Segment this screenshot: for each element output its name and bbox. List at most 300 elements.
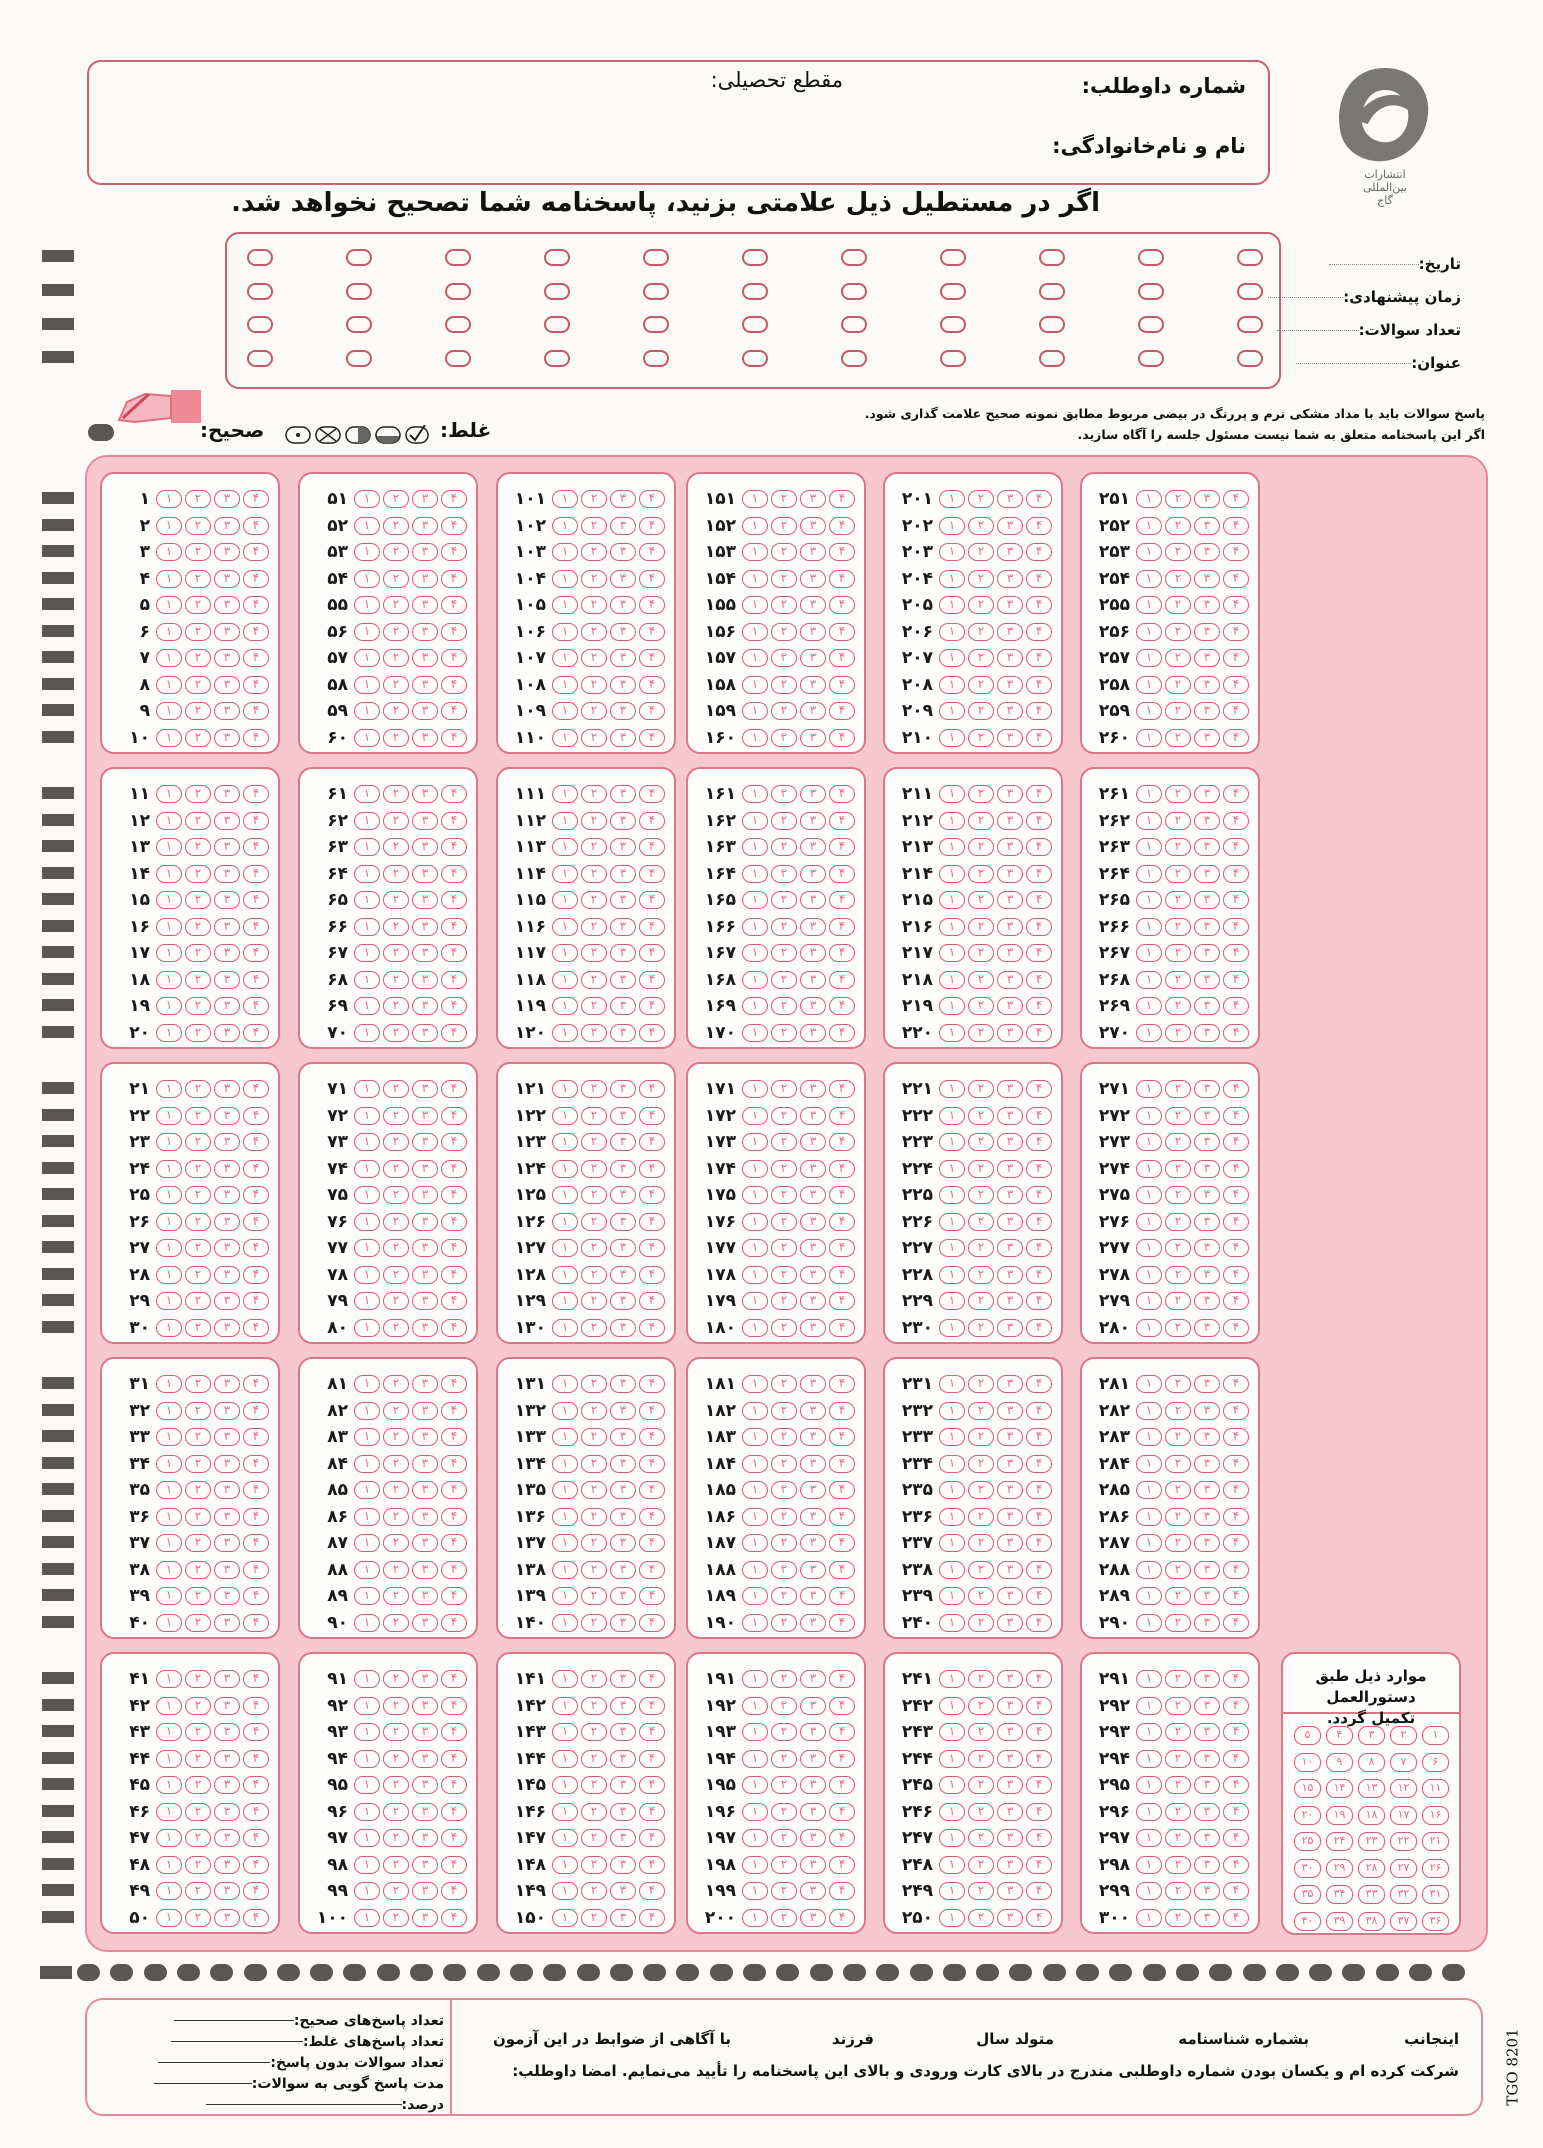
answer-bubble[interactable]: ۳ — [997, 1697, 1023, 1715]
answer-bubble[interactable]: ۳ — [214, 1319, 240, 1337]
answer-bubble[interactable]: ۲ — [771, 729, 797, 747]
answer-bubble[interactable]: ۲ — [1165, 812, 1191, 830]
answer-bubble[interactable]: ۱ — [939, 838, 965, 856]
answer-bubble[interactable]: ۳ — [800, 1803, 826, 1821]
answer-bubble[interactable]: ۳ — [1194, 1856, 1220, 1874]
answer-bubble[interactable]: ۴ — [639, 1561, 665, 1579]
answer-bubble[interactable]: ۳ — [997, 729, 1023, 747]
answer-bubble[interactable]: ۳ — [997, 1882, 1023, 1900]
answer-bubble[interactable]: ۳ — [412, 1776, 438, 1794]
answer-bubble[interactable]: ۱ — [1136, 1882, 1162, 1900]
answer-bubble[interactable]: ۲ — [968, 1455, 994, 1473]
answer-bubble[interactable]: ۳ — [214, 971, 240, 989]
answer-bubble[interactable]: ۳ — [1194, 971, 1220, 989]
instruction-bubble[interactable]: ۲۵ — [1294, 1832, 1321, 1851]
answer-bubble[interactable]: ۱ — [552, 1107, 578, 1125]
reserved-bubble[interactable] — [1039, 350, 1065, 367]
answer-bubble[interactable]: ۴ — [243, 1856, 269, 1874]
answer-bubble[interactable]: ۱ — [939, 1375, 965, 1393]
answer-bubble[interactable]: ۱ — [939, 570, 965, 588]
answer-bubble[interactable]: ۲ — [968, 1776, 994, 1794]
answer-bubble[interactable]: ۳ — [412, 1856, 438, 1874]
answer-bubble[interactable]: ۲ — [581, 1670, 607, 1688]
answer-bubble[interactable]: ۲ — [968, 1803, 994, 1821]
answer-bubble[interactable]: ۳ — [800, 1266, 826, 1284]
answer-bubble[interactable]: ۱ — [742, 1697, 768, 1715]
reserved-bubble[interactable] — [1138, 350, 1164, 367]
answer-bubble[interactable]: ۴ — [1223, 1213, 1249, 1231]
answer-bubble[interactable]: ۳ — [214, 1481, 240, 1499]
answer-bubble[interactable]: ۲ — [1165, 1670, 1191, 1688]
answer-bubble[interactable]: ۱ — [1136, 1723, 1162, 1741]
answer-bubble[interactable]: ۳ — [997, 1266, 1023, 1284]
answer-bubble[interactable]: ۴ — [243, 1697, 269, 1715]
instruction-bubble[interactable]: ۱۶ — [1422, 1806, 1449, 1825]
date-field[interactable] — [1329, 264, 1419, 265]
answer-bubble[interactable]: ۳ — [412, 1375, 438, 1393]
answer-bubble[interactable]: ۴ — [829, 812, 855, 830]
answer-bubble[interactable]: ۱ — [742, 1402, 768, 1420]
answer-bubble[interactable]: ۲ — [581, 1508, 607, 1526]
answer-bubble[interactable]: ۲ — [1165, 1587, 1191, 1605]
answer-bubble[interactable]: ۲ — [383, 1803, 409, 1821]
answer-bubble[interactable]: ۲ — [581, 891, 607, 909]
answer-bubble[interactable]: ۲ — [968, 1481, 994, 1499]
answer-bubble[interactable]: ۲ — [771, 1508, 797, 1526]
answer-bubble[interactable]: ۲ — [771, 1803, 797, 1821]
answer-bubble[interactable]: ۳ — [1194, 729, 1220, 747]
answer-bubble[interactable]: ۴ — [639, 623, 665, 641]
answer-bubble[interactable]: ۳ — [997, 918, 1023, 936]
answer-bubble[interactable]: ۳ — [800, 543, 826, 561]
answer-bubble[interactable]: ۲ — [968, 1402, 994, 1420]
answer-bubble[interactable]: ۴ — [1223, 1829, 1249, 1847]
answer-bubble[interactable]: ۴ — [829, 676, 855, 694]
answer-bubble[interactable]: ۱ — [1136, 1239, 1162, 1257]
answer-bubble[interactable]: ۴ — [1223, 1266, 1249, 1284]
answer-bubble[interactable]: ۳ — [1194, 785, 1220, 803]
answer-bubble[interactable]: ۱ — [742, 1428, 768, 1446]
answer-bubble[interactable]: ۱ — [156, 1882, 182, 1900]
answer-bubble[interactable]: ۲ — [771, 1160, 797, 1178]
answer-bubble[interactable]: ۲ — [185, 812, 211, 830]
answer-bubble[interactable]: ۳ — [214, 1723, 240, 1741]
answer-bubble[interactable]: ۳ — [610, 1750, 636, 1768]
answer-bubble[interactable]: ۳ — [997, 623, 1023, 641]
answer-bubble[interactable]: ۴ — [1223, 623, 1249, 641]
answer-bubble[interactable]: ۱ — [156, 1239, 182, 1257]
answer-bubble[interactable]: ۲ — [383, 1239, 409, 1257]
answer-bubble[interactable]: ۴ — [639, 1319, 665, 1337]
instruction-bubble[interactable]: ۱۹ — [1326, 1806, 1353, 1825]
answer-bubble[interactable]: ۳ — [1194, 1292, 1220, 1310]
answer-bubble[interactable]: ۴ — [243, 1428, 269, 1446]
answer-bubble[interactable]: ۳ — [1194, 1024, 1220, 1042]
answer-bubble[interactable]: ۳ — [800, 1909, 826, 1927]
answer-bubble[interactable]: ۱ — [156, 891, 182, 909]
answer-bubble[interactable]: ۴ — [639, 997, 665, 1015]
answer-bubble[interactable]: ۴ — [639, 918, 665, 936]
answer-bubble[interactable]: ۱ — [742, 1587, 768, 1605]
answer-bubble[interactable]: ۳ — [1194, 543, 1220, 561]
answer-bubble[interactable]: ۱ — [1136, 1080, 1162, 1098]
answer-bubble[interactable]: ۳ — [800, 997, 826, 1015]
instruction-bubble[interactable]: ۳۱ — [1422, 1885, 1449, 1904]
answer-bubble[interactable]: ۱ — [156, 729, 182, 747]
answer-bubble[interactable]: ۲ — [771, 1239, 797, 1257]
answer-bubble[interactable]: ۳ — [610, 971, 636, 989]
answer-bubble[interactable]: ۴ — [1223, 1402, 1249, 1420]
answer-bubble[interactable]: ۲ — [1165, 1292, 1191, 1310]
answer-bubble[interactable]: ۴ — [829, 1080, 855, 1098]
answer-bubble[interactable]: ۱ — [156, 1723, 182, 1741]
answer-bubble[interactable]: ۴ — [441, 1776, 467, 1794]
answer-bubble[interactable]: ۲ — [771, 1319, 797, 1337]
answer-bubble[interactable]: ۱ — [742, 570, 768, 588]
answer-bubble[interactable]: ۳ — [214, 570, 240, 588]
answer-bubble[interactable]: ۴ — [243, 596, 269, 614]
answer-bubble[interactable]: ۳ — [214, 1534, 240, 1552]
answer-bubble[interactable]: ۱ — [354, 812, 380, 830]
reserved-bubble[interactable] — [643, 283, 669, 300]
answer-bubble[interactable]: ۳ — [214, 1080, 240, 1098]
answer-bubble[interactable]: ۴ — [1026, 1186, 1052, 1204]
answer-bubble[interactable]: ۴ — [243, 1213, 269, 1231]
answer-bubble[interactable]: ۲ — [1165, 1829, 1191, 1847]
answer-bubble[interactable]: ۱ — [1136, 865, 1162, 883]
answer-bubble[interactable]: ۲ — [1165, 1723, 1191, 1741]
answer-bubble[interactable]: ۱ — [552, 490, 578, 508]
answer-bubble[interactable]: ۲ — [581, 702, 607, 720]
reserved-bubble[interactable] — [544, 350, 570, 367]
answer-bubble[interactable]: ۱ — [742, 944, 768, 962]
answer-bubble[interactable]: ۴ — [829, 1909, 855, 1927]
answer-bubble[interactable]: ۲ — [581, 1909, 607, 1927]
answer-bubble[interactable]: ۴ — [1026, 1561, 1052, 1579]
reserved-bubble[interactable] — [742, 249, 768, 266]
score-wrong-field[interactable] — [171, 2041, 303, 2042]
answer-bubble[interactable]: ۲ — [968, 1882, 994, 1900]
suggested-time-field[interactable] — [1268, 297, 1343, 298]
answer-bubble[interactable]: ۳ — [800, 676, 826, 694]
answer-bubble[interactable]: ۳ — [1194, 1508, 1220, 1526]
answer-bubble[interactable]: ۴ — [829, 971, 855, 989]
reserved-bubble[interactable] — [643, 316, 669, 333]
answer-bubble[interactable]: ۳ — [610, 1882, 636, 1900]
answer-bubble[interactable]: ۱ — [742, 1882, 768, 1900]
answer-bubble[interactable]: ۱ — [552, 785, 578, 803]
answer-bubble[interactable]: ۱ — [156, 1534, 182, 1552]
answer-bubble[interactable]: ۴ — [1026, 1909, 1052, 1927]
answer-bubble[interactable]: ۲ — [771, 570, 797, 588]
answer-bubble[interactable]: ۴ — [829, 1856, 855, 1874]
reserved-bubble[interactable] — [1039, 249, 1065, 266]
answer-bubble[interactable]: ۳ — [610, 1024, 636, 1042]
answer-bubble[interactable]: ۴ — [1026, 971, 1052, 989]
answer-bubble[interactable]: ۳ — [997, 1160, 1023, 1178]
answer-bubble[interactable]: ۱ — [156, 623, 182, 641]
answer-bubble[interactable]: ۴ — [1223, 918, 1249, 936]
answer-bubble[interactable]: ۴ — [441, 1160, 467, 1178]
answer-bubble[interactable]: ۲ — [968, 1750, 994, 1768]
answer-bubble[interactable]: ۳ — [800, 1670, 826, 1688]
answer-bubble[interactable]: ۲ — [383, 1080, 409, 1098]
answer-bubble[interactable]: ۲ — [771, 1133, 797, 1151]
instruction-bubble[interactable]: ۱۰ — [1294, 1753, 1321, 1772]
answer-bubble[interactable]: ۴ — [1026, 1856, 1052, 1874]
answer-bubble[interactable]: ۲ — [1165, 971, 1191, 989]
score-percent-field[interactable] — [206, 2104, 402, 2105]
answer-bubble[interactable]: ۴ — [441, 1670, 467, 1688]
answer-bubble[interactable]: ۳ — [1194, 1428, 1220, 1446]
answer-bubble[interactable]: ۳ — [997, 649, 1023, 667]
answer-bubble[interactable]: ۲ — [968, 1213, 994, 1231]
answer-bubble[interactable]: ۳ — [997, 1776, 1023, 1794]
answer-bubble[interactable]: ۲ — [1165, 1697, 1191, 1715]
answer-bubble[interactable]: ۲ — [185, 1750, 211, 1768]
answer-bubble[interactable]: ۳ — [214, 1508, 240, 1526]
answer-bubble[interactable]: ۱ — [939, 1402, 965, 1420]
answer-bubble[interactable]: ۴ — [441, 1909, 467, 1927]
answer-bubble[interactable]: ۲ — [383, 1508, 409, 1526]
answer-bubble[interactable]: ۴ — [441, 1133, 467, 1151]
answer-bubble[interactable]: ۱ — [939, 1319, 965, 1337]
answer-bubble[interactable]: ۱ — [742, 1024, 768, 1042]
answer-bubble[interactable]: ۲ — [185, 1428, 211, 1446]
answer-bubble[interactable]: ۳ — [1194, 891, 1220, 909]
answer-bubble[interactable]: ۲ — [968, 997, 994, 1015]
answer-bubble[interactable]: ۴ — [243, 1750, 269, 1768]
answer-bubble[interactable]: ۱ — [939, 1080, 965, 1098]
answer-bubble[interactable]: ۲ — [581, 1455, 607, 1473]
answer-bubble[interactable]: ۳ — [412, 891, 438, 909]
answer-bubble[interactable]: ۱ — [1136, 1829, 1162, 1847]
answer-bubble[interactable]: ۳ — [997, 1402, 1023, 1420]
instruction-bubble[interactable]: ۲۳ — [1358, 1832, 1385, 1851]
answer-bubble[interactable]: ۴ — [441, 1292, 467, 1310]
answer-bubble[interactable]: ۴ — [441, 971, 467, 989]
answer-bubble[interactable]: ۴ — [243, 1455, 269, 1473]
answer-bubble[interactable]: ۴ — [1026, 729, 1052, 747]
answer-bubble[interactable]: ۴ — [829, 1375, 855, 1393]
answer-bubble[interactable]: ۳ — [800, 1186, 826, 1204]
answer-bubble[interactable]: ۲ — [185, 1133, 211, 1151]
answer-bubble[interactable]: ۴ — [1026, 1133, 1052, 1151]
answer-bubble[interactable]: ۱ — [156, 812, 182, 830]
answer-bubble[interactable]: ۱ — [1136, 891, 1162, 909]
answer-bubble[interactable]: ۳ — [610, 702, 636, 720]
answer-bubble[interactable]: ۴ — [829, 1024, 855, 1042]
instruction-bubble[interactable]: ۱۱ — [1422, 1779, 1449, 1798]
answer-bubble[interactable]: ۳ — [997, 1614, 1023, 1632]
answer-bubble[interactable]: ۲ — [581, 1428, 607, 1446]
answer-bubble[interactable]: ۳ — [214, 1402, 240, 1420]
answer-bubble[interactable]: ۲ — [771, 1587, 797, 1605]
answer-bubble[interactable]: ۲ — [1165, 1776, 1191, 1794]
answer-bubble[interactable]: ۲ — [581, 1829, 607, 1847]
instruction-bubble[interactable]: ۳۹ — [1326, 1912, 1353, 1931]
answer-bubble[interactable]: ۲ — [1165, 891, 1191, 909]
answer-bubble[interactable]: ۲ — [185, 1909, 211, 1927]
answer-bubble[interactable]: ۳ — [1194, 1670, 1220, 1688]
answer-bubble[interactable]: ۲ — [771, 891, 797, 909]
answer-bubble[interactable]: ۱ — [354, 570, 380, 588]
answer-bubble[interactable]: ۳ — [610, 649, 636, 667]
answer-bubble[interactable]: ۲ — [581, 1587, 607, 1605]
reserved-bubble[interactable] — [247, 249, 273, 266]
answer-bubble[interactable]: ۴ — [639, 1909, 665, 1927]
answer-bubble[interactable]: ۳ — [800, 1319, 826, 1337]
answer-bubble[interactable]: ۳ — [214, 1561, 240, 1579]
answer-bubble[interactable]: ۱ — [354, 865, 380, 883]
reserved-bubble[interactable] — [742, 316, 768, 333]
answer-bubble[interactable]: ۲ — [185, 1670, 211, 1688]
answer-bubble[interactable]: ۳ — [214, 1697, 240, 1715]
answer-bubble[interactable]: ۳ — [997, 1428, 1023, 1446]
answer-bubble[interactable]: ۴ — [441, 1750, 467, 1768]
answer-bubble[interactable]: ۱ — [742, 1455, 768, 1473]
answer-bubble[interactable]: ۱ — [1136, 1133, 1162, 1151]
answer-bubble[interactable]: ۴ — [243, 490, 269, 508]
answer-bubble[interactable]: ۱ — [354, 838, 380, 856]
answer-bubble[interactable]: ۳ — [800, 1428, 826, 1446]
answer-bubble[interactable]: ۲ — [185, 1186, 211, 1204]
answer-bubble[interactable]: ۴ — [1223, 1292, 1249, 1310]
reserved-bubble[interactable] — [346, 249, 372, 266]
answer-bubble[interactable]: ۲ — [383, 1670, 409, 1688]
answer-bubble[interactable]: ۲ — [968, 1829, 994, 1847]
answer-bubble[interactable]: ۴ — [829, 1213, 855, 1231]
answer-bubble[interactable]: ۱ — [552, 543, 578, 561]
answer-bubble[interactable]: ۳ — [214, 1750, 240, 1768]
answer-bubble[interactable]: ۱ — [742, 918, 768, 936]
score-correct-field[interactable] — [174, 2020, 294, 2021]
answer-bubble[interactable]: ۳ — [610, 1481, 636, 1499]
answer-bubble[interactable]: ۱ — [552, 1428, 578, 1446]
answer-bubble[interactable]: ۱ — [156, 1375, 182, 1393]
answer-bubble[interactable]: ۳ — [800, 1133, 826, 1151]
reserved-bubble[interactable] — [1039, 283, 1065, 300]
answer-bubble[interactable]: ۱ — [1136, 623, 1162, 641]
answer-bubble[interactable]: ۳ — [610, 1723, 636, 1741]
answer-bubble[interactable]: ۲ — [581, 1856, 607, 1874]
answer-bubble[interactable]: ۲ — [185, 1481, 211, 1499]
answer-bubble[interactable]: ۲ — [771, 676, 797, 694]
answer-bubble[interactable]: ۳ — [214, 729, 240, 747]
answer-bubble[interactable]: ۱ — [156, 1319, 182, 1337]
answer-bubble[interactable]: ۳ — [412, 1080, 438, 1098]
answer-bubble[interactable]: ۳ — [997, 1909, 1023, 1927]
answer-bubble[interactable]: ۳ — [997, 1213, 1023, 1231]
answer-bubble[interactable]: ۱ — [939, 785, 965, 803]
answer-bubble[interactable]: ۴ — [829, 1481, 855, 1499]
answer-bubble[interactable]: ۱ — [1136, 1186, 1162, 1204]
answer-bubble[interactable]: ۴ — [1223, 490, 1249, 508]
answer-bubble[interactable]: ۱ — [354, 1776, 380, 1794]
answer-bubble[interactable]: ۳ — [412, 1750, 438, 1768]
answer-bubble[interactable]: ۳ — [1194, 1776, 1220, 1794]
answer-bubble[interactable]: ۱ — [742, 1266, 768, 1284]
answer-bubble[interactable]: ۳ — [800, 490, 826, 508]
answer-bubble[interactable]: ۲ — [968, 1292, 994, 1310]
answer-bubble[interactable]: ۱ — [156, 676, 182, 694]
answer-bubble[interactable]: ۴ — [441, 702, 467, 720]
answer-bubble[interactable]: ۱ — [552, 891, 578, 909]
answer-bubble[interactable]: ۲ — [581, 1882, 607, 1900]
answer-bubble[interactable]: ۳ — [800, 1481, 826, 1499]
instruction-bubble[interactable]: ۲۰ — [1294, 1806, 1321, 1825]
answer-bubble[interactable]: ۴ — [639, 543, 665, 561]
answer-bubble[interactable]: ۳ — [1194, 812, 1220, 830]
answer-bubble[interactable]: ۳ — [800, 702, 826, 720]
answer-bubble[interactable]: ۴ — [441, 1561, 467, 1579]
answer-bubble[interactable]: ۲ — [185, 702, 211, 720]
answer-bubble[interactable]: ۲ — [185, 1160, 211, 1178]
answer-bubble[interactable]: ۲ — [1165, 1856, 1191, 1874]
answer-bubble[interactable]: ۴ — [1223, 649, 1249, 667]
answer-bubble[interactable]: ۱ — [552, 1024, 578, 1042]
answer-bubble[interactable]: ۱ — [354, 1750, 380, 1768]
answer-bubble[interactable]: ۲ — [1165, 702, 1191, 720]
answer-bubble[interactable]: ۲ — [185, 944, 211, 962]
answer-bubble[interactable]: ۲ — [968, 570, 994, 588]
answer-bubble[interactable]: ۴ — [441, 1534, 467, 1552]
answer-bubble[interactable]: ۳ — [610, 1614, 636, 1632]
answer-bubble[interactable]: ۴ — [1026, 1697, 1052, 1715]
answer-bubble[interactable]: ۲ — [581, 1402, 607, 1420]
answer-bubble[interactable]: ۳ — [214, 1882, 240, 1900]
answer-bubble[interactable]: ۴ — [441, 812, 467, 830]
answer-bubble[interactable]: ۱ — [939, 490, 965, 508]
answer-bubble[interactable]: ۴ — [243, 1024, 269, 1042]
answer-bubble[interactable]: ۱ — [156, 1697, 182, 1715]
answer-bubble[interactable]: ۲ — [185, 1213, 211, 1231]
answer-bubble[interactable]: ۲ — [771, 1292, 797, 1310]
answer-bubble[interactable]: ۳ — [214, 1213, 240, 1231]
answer-bubble[interactable]: ۱ — [939, 1107, 965, 1125]
answer-bubble[interactable]: ۱ — [939, 623, 965, 641]
answer-bubble[interactable]: ۲ — [185, 1375, 211, 1393]
answer-bubble[interactable]: ۴ — [829, 1829, 855, 1847]
answer-bubble[interactable]: ۴ — [1223, 971, 1249, 989]
answer-bubble[interactable]: ۱ — [354, 596, 380, 614]
answer-bubble[interactable]: ۲ — [581, 729, 607, 747]
answer-bubble[interactable]: ۲ — [771, 785, 797, 803]
answer-bubble[interactable]: ۳ — [610, 1587, 636, 1605]
answer-bubble[interactable]: ۱ — [1136, 785, 1162, 803]
answer-bubble[interactable]: ۱ — [939, 1455, 965, 1473]
answer-bubble[interactable]: ۲ — [1165, 1614, 1191, 1632]
score-duration-field[interactable] — [154, 2083, 252, 2084]
answer-bubble[interactable]: ۱ — [939, 649, 965, 667]
answer-bubble[interactable]: ۲ — [383, 570, 409, 588]
answer-bubble[interactable]: ۲ — [383, 702, 409, 720]
answer-bubble[interactable]: ۳ — [214, 1266, 240, 1284]
answer-bubble[interactable]: ۲ — [581, 971, 607, 989]
answer-bubble[interactable]: ۱ — [552, 1587, 578, 1605]
answer-bubble[interactable]: ۴ — [829, 1428, 855, 1446]
answer-bubble[interactable]: ۴ — [243, 1534, 269, 1552]
answer-bubble[interactable]: ۴ — [829, 997, 855, 1015]
answer-bubble[interactable]: ۲ — [581, 623, 607, 641]
answer-bubble[interactable]: ۳ — [214, 649, 240, 667]
answer-bubble[interactable]: ۴ — [829, 1587, 855, 1605]
answer-bubble[interactable]: ۳ — [412, 1803, 438, 1821]
answer-bubble[interactable]: ۴ — [829, 1534, 855, 1552]
answer-bubble[interactable]: ۳ — [997, 1803, 1023, 1821]
answer-bubble[interactable]: ۲ — [968, 1909, 994, 1927]
answer-bubble[interactable]: ۳ — [610, 1561, 636, 1579]
